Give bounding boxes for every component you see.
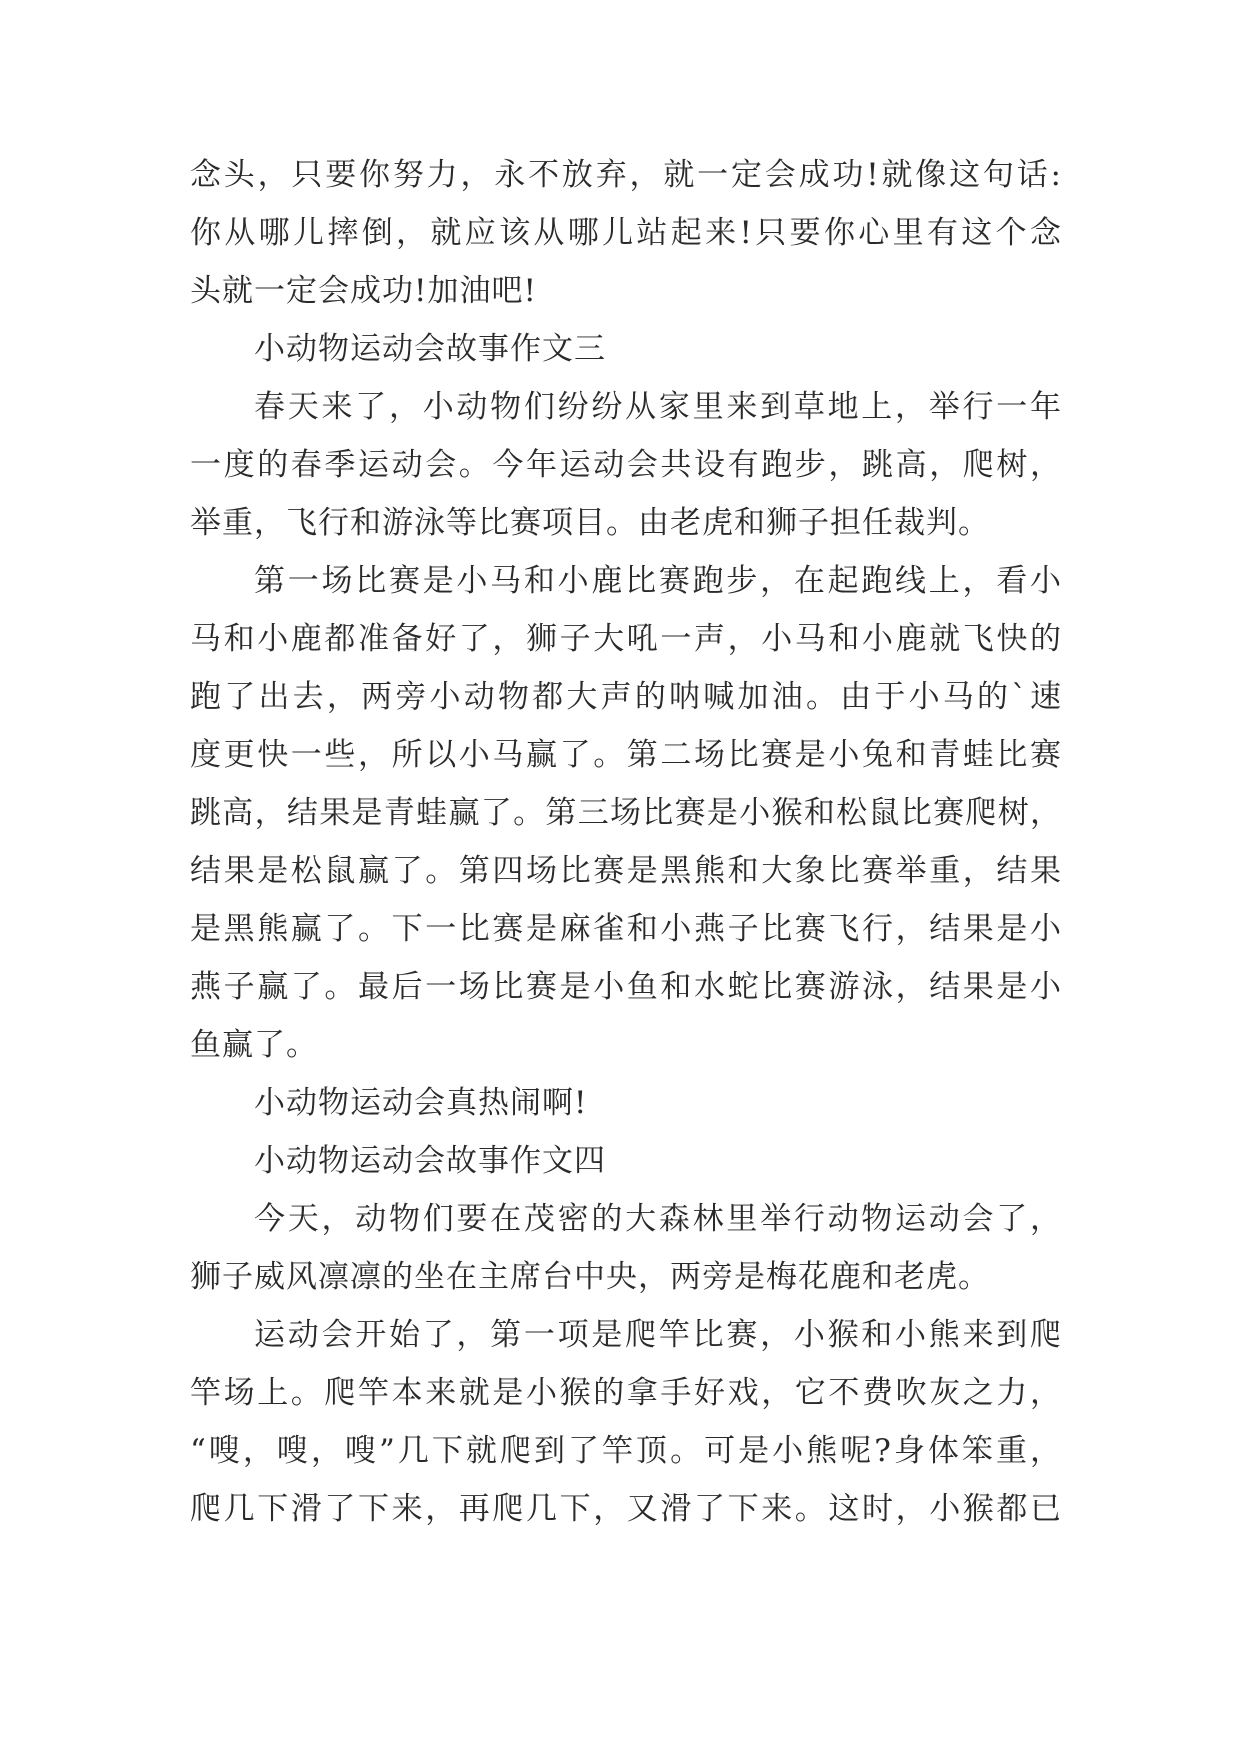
text-line-22: 竿场上。爬竿本来就是小猴的拿手好戏，它不费吹灰之力， xyxy=(190,1375,1062,1411)
text-line-23: “嗖，嗖，嗖”几下就爬到了竿顶。可是小熊呢?身体笨重， xyxy=(190,1433,1062,1469)
text-line-12: 跳高，结果是青蛙赢了。第三场比赛是小猴和松鼠比赛爬树， xyxy=(190,795,1062,831)
text-line-10: 跑了出去，两旁小动物都大声的呐喊加油。由于小马的`速 xyxy=(190,679,1062,715)
document-body xyxy=(190,146,1062,1538)
text-line-24: 爬几下滑了下来，再爬几下，又滑了下来。这时，小猴都已 xyxy=(190,1491,1062,1527)
text-line-14: 是黑熊赢了。下一比赛是麻雀和小燕子比赛飞行，结果是小 xyxy=(190,911,1062,947)
text-line-16: 鱼赢了。 xyxy=(190,1027,318,1063)
text-line-3: 头就一定会成功!加油吧! xyxy=(190,273,537,309)
text-line-2: 你从哪儿摔倒，就应该从哪儿站起来!只要你心里有这个念 xyxy=(190,215,1062,251)
section-heading-3: 小动物运动会故事作文三 xyxy=(254,331,606,367)
section-heading-4: 小动物运动会故事作文四 xyxy=(254,1143,606,1179)
text-line-13: 结果是松鼠赢了。第四场比赛是黑熊和大象比赛举重，结果 xyxy=(190,853,1062,889)
text-line-9: 马和小鹿都准备好了，狮子大吼一声，小马和小鹿就飞快的 xyxy=(190,621,1062,657)
text-line-11: 度更快一些，所以小马赢了。第二场比赛是小兔和青蛙比赛 xyxy=(190,737,1062,773)
text-line-15: 燕子赢了。最后一场比赛是小鱼和水蛇比赛游泳，结果是小 xyxy=(190,969,1062,1005)
text-line-8: 第一场比赛是小马和小鹿比赛跑步，在起跑线上，看小 xyxy=(254,563,1062,599)
text-line-5: 春天来了，小动物们纷纷从家里来到草地上，举行一年 xyxy=(254,389,1062,425)
text-line-1: 念头，只要你努力，永不放弃，就一定会成功!就像这句话: xyxy=(190,157,1062,193)
text-line-21: 运动会开始了，第一项是爬竿比赛，小猴和小熊来到爬 xyxy=(254,1317,1062,1353)
text-line-19: 今天，动物们要在茂密的大森林里举行动物运动会了， xyxy=(254,1201,1062,1237)
text-line-17: 小动物运动会真热闹啊! xyxy=(254,1085,588,1121)
text-line-6: 一度的春季运动会。今年运动会共设有跑步，跳高，爬树， xyxy=(190,447,1062,483)
text-line-20: 狮子威风凛凛的坐在主席台中央，两旁是梅花鹿和老虎。 xyxy=(190,1259,990,1295)
text-line-7: 举重，飞行和游泳等比赛项目。由老虎和狮子担任裁判。 xyxy=(190,505,990,541)
